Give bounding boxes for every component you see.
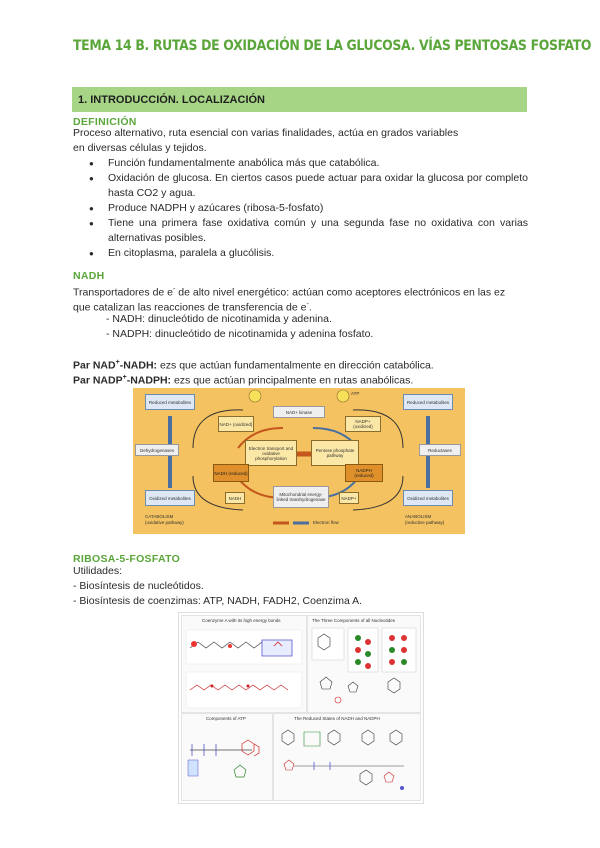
nadp-oxidized-box: NADP+ (oxidized) <box>345 416 381 432</box>
list-item: ● Produce NADPH y azúcares (ribosa-5-fosfato) <box>73 201 528 216</box>
reduced-metabolites-box: Reduced metabolites <box>145 394 195 410</box>
nucleotide-components-panel <box>307 615 421 713</box>
nadh-text-2: que catalizan las reacciones de transferencia de e-. <box>73 301 312 314</box>
panel-title: Components of ATP <box>206 716 246 721</box>
atp-components-panel <box>181 713 273 801</box>
ribosa-item-2: - Biosíntesis de coenzimas: ATP, NADH, FADH2, Coenzima A. <box>73 595 363 607</box>
coenzyme-a-structure <box>182 616 306 712</box>
list-item: ● Tiene una primera fase oxidativa común y una segunda fase no oxidativa con varias alternativas posibles. <box>73 216 528 246</box>
panel-title: The Reduced States of NADH and NADPH <box>294 716 380 721</box>
nadh-item-1: - NADH: dinucleótido de nicotinamida y adenina. <box>106 313 332 325</box>
oxidized-metabolites-box-right: Oxidized metabolites <box>403 490 453 506</box>
definicion-text-2: en diversas células y tejidos. <box>73 142 207 154</box>
nadh-reduced-box: NADH (reduced) <box>213 464 249 482</box>
definicion-list <box>73 156 528 261</box>
nad-oxidized-box: NAD+ (oxidized) <box>218 416 254 432</box>
oxidized-metabolites-box: Oxidized metabolites <box>145 490 195 506</box>
section-header-introduccion <box>72 87 527 112</box>
electron-transport-box: Electron transport and oxidative phosphorylation <box>245 440 297 466</box>
definicion-text-1: Proceso alternativo, ruta esencial con varias finalidades, actúa en grados variables <box>73 127 459 139</box>
atp-label: ATP <box>351 391 360 396</box>
dehydrogenases-box: Dehydrogenases <box>135 444 179 456</box>
coenzyme-structures-figure <box>178 612 424 804</box>
panel-title: The Three Components of all Nucleotides <box>312 618 395 623</box>
nad-nadp-diagram <box>133 388 465 534</box>
definicion-heading: DEFINICIÓN <box>73 116 137 128</box>
nadh-small-box: NADH <box>225 492 245 504</box>
list-item: ● Función fundamentalmente anabólica más que catabólica. <box>73 156 528 171</box>
page-title: TEMA 14 B. RUTAS DE OXIDACIÓN DE LA GLUCOSA. VÍAS PENTOSAS FOSFATO <box>73 38 592 54</box>
panel-title: Coenzyme A with its high energy bonds <box>202 618 281 623</box>
nad-kinase-box: NAD+ kinase <box>273 406 325 418</box>
nadph-reduced-box: NADPH (reduced) <box>345 464 383 482</box>
nadh-nadph-structure <box>274 714 420 800</box>
ribosa-heading: RIBOSA-5-FOSFATO <box>73 553 181 565</box>
ribosa-utilidades: Utilidades: <box>73 565 123 577</box>
nadh-heading: NADH <box>73 270 105 282</box>
reductases-box: Reductases <box>419 444 461 456</box>
transhydrogenase-box: Mitochondrial energy-linked transhydrogenase <box>273 486 329 508</box>
reduced-metabolites-box-right: Reduced metabolites <box>403 394 453 410</box>
nadh-nadph-panel <box>273 713 421 801</box>
nadh-item-2: - NADPH: dinucleótido de nicotinamida y adenina fosfato. <box>106 328 374 340</box>
coenzyme-a-panel <box>181 615 307 713</box>
electron-flow-label: Electron flow <box>313 520 339 525</box>
section-header-label: 1. INTRODUCCIÓN. LOCALIZACIÓN <box>78 93 265 106</box>
pentose-pathway-box: Pentose phosphate pathway <box>311 440 359 466</box>
nadh-text-1: Transportadores de e- de alto nivel energético: actúan como aceptores electrónicos en las ez <box>73 286 506 299</box>
anabolism-label: ANABOLISM <box>405 514 432 519</box>
catabolism-sub-label: (oxidative pathway) <box>145 520 184 525</box>
list-item: ● Oxidación de glucosa. En ciertos casos puede actuar para oxidar la glucosa por completo hasta CO2 y agua. <box>73 171 528 201</box>
nadp-small-box: NADP+ <box>339 492 359 504</box>
atp-structure <box>182 714 272 800</box>
par-nad-text: Par NAD+-NADH: ezs que actúan fundamentalmente en dirección catabólica. <box>73 359 434 372</box>
list-item: ● En citoplasma, paralela a glucólisis. <box>73 246 528 261</box>
nucleotide-structures <box>308 616 420 712</box>
ribosa-item-1: - Biosíntesis de nucleótidos. <box>73 580 204 592</box>
catabolism-label: CATABOLISM <box>145 514 174 519</box>
par-nadp-text: Par NADP+-NADPH: ezs que actúan principalmente en rutas anabólicas. <box>73 374 414 387</box>
anabolism-sub-label: (reductive pathway) <box>405 520 445 525</box>
